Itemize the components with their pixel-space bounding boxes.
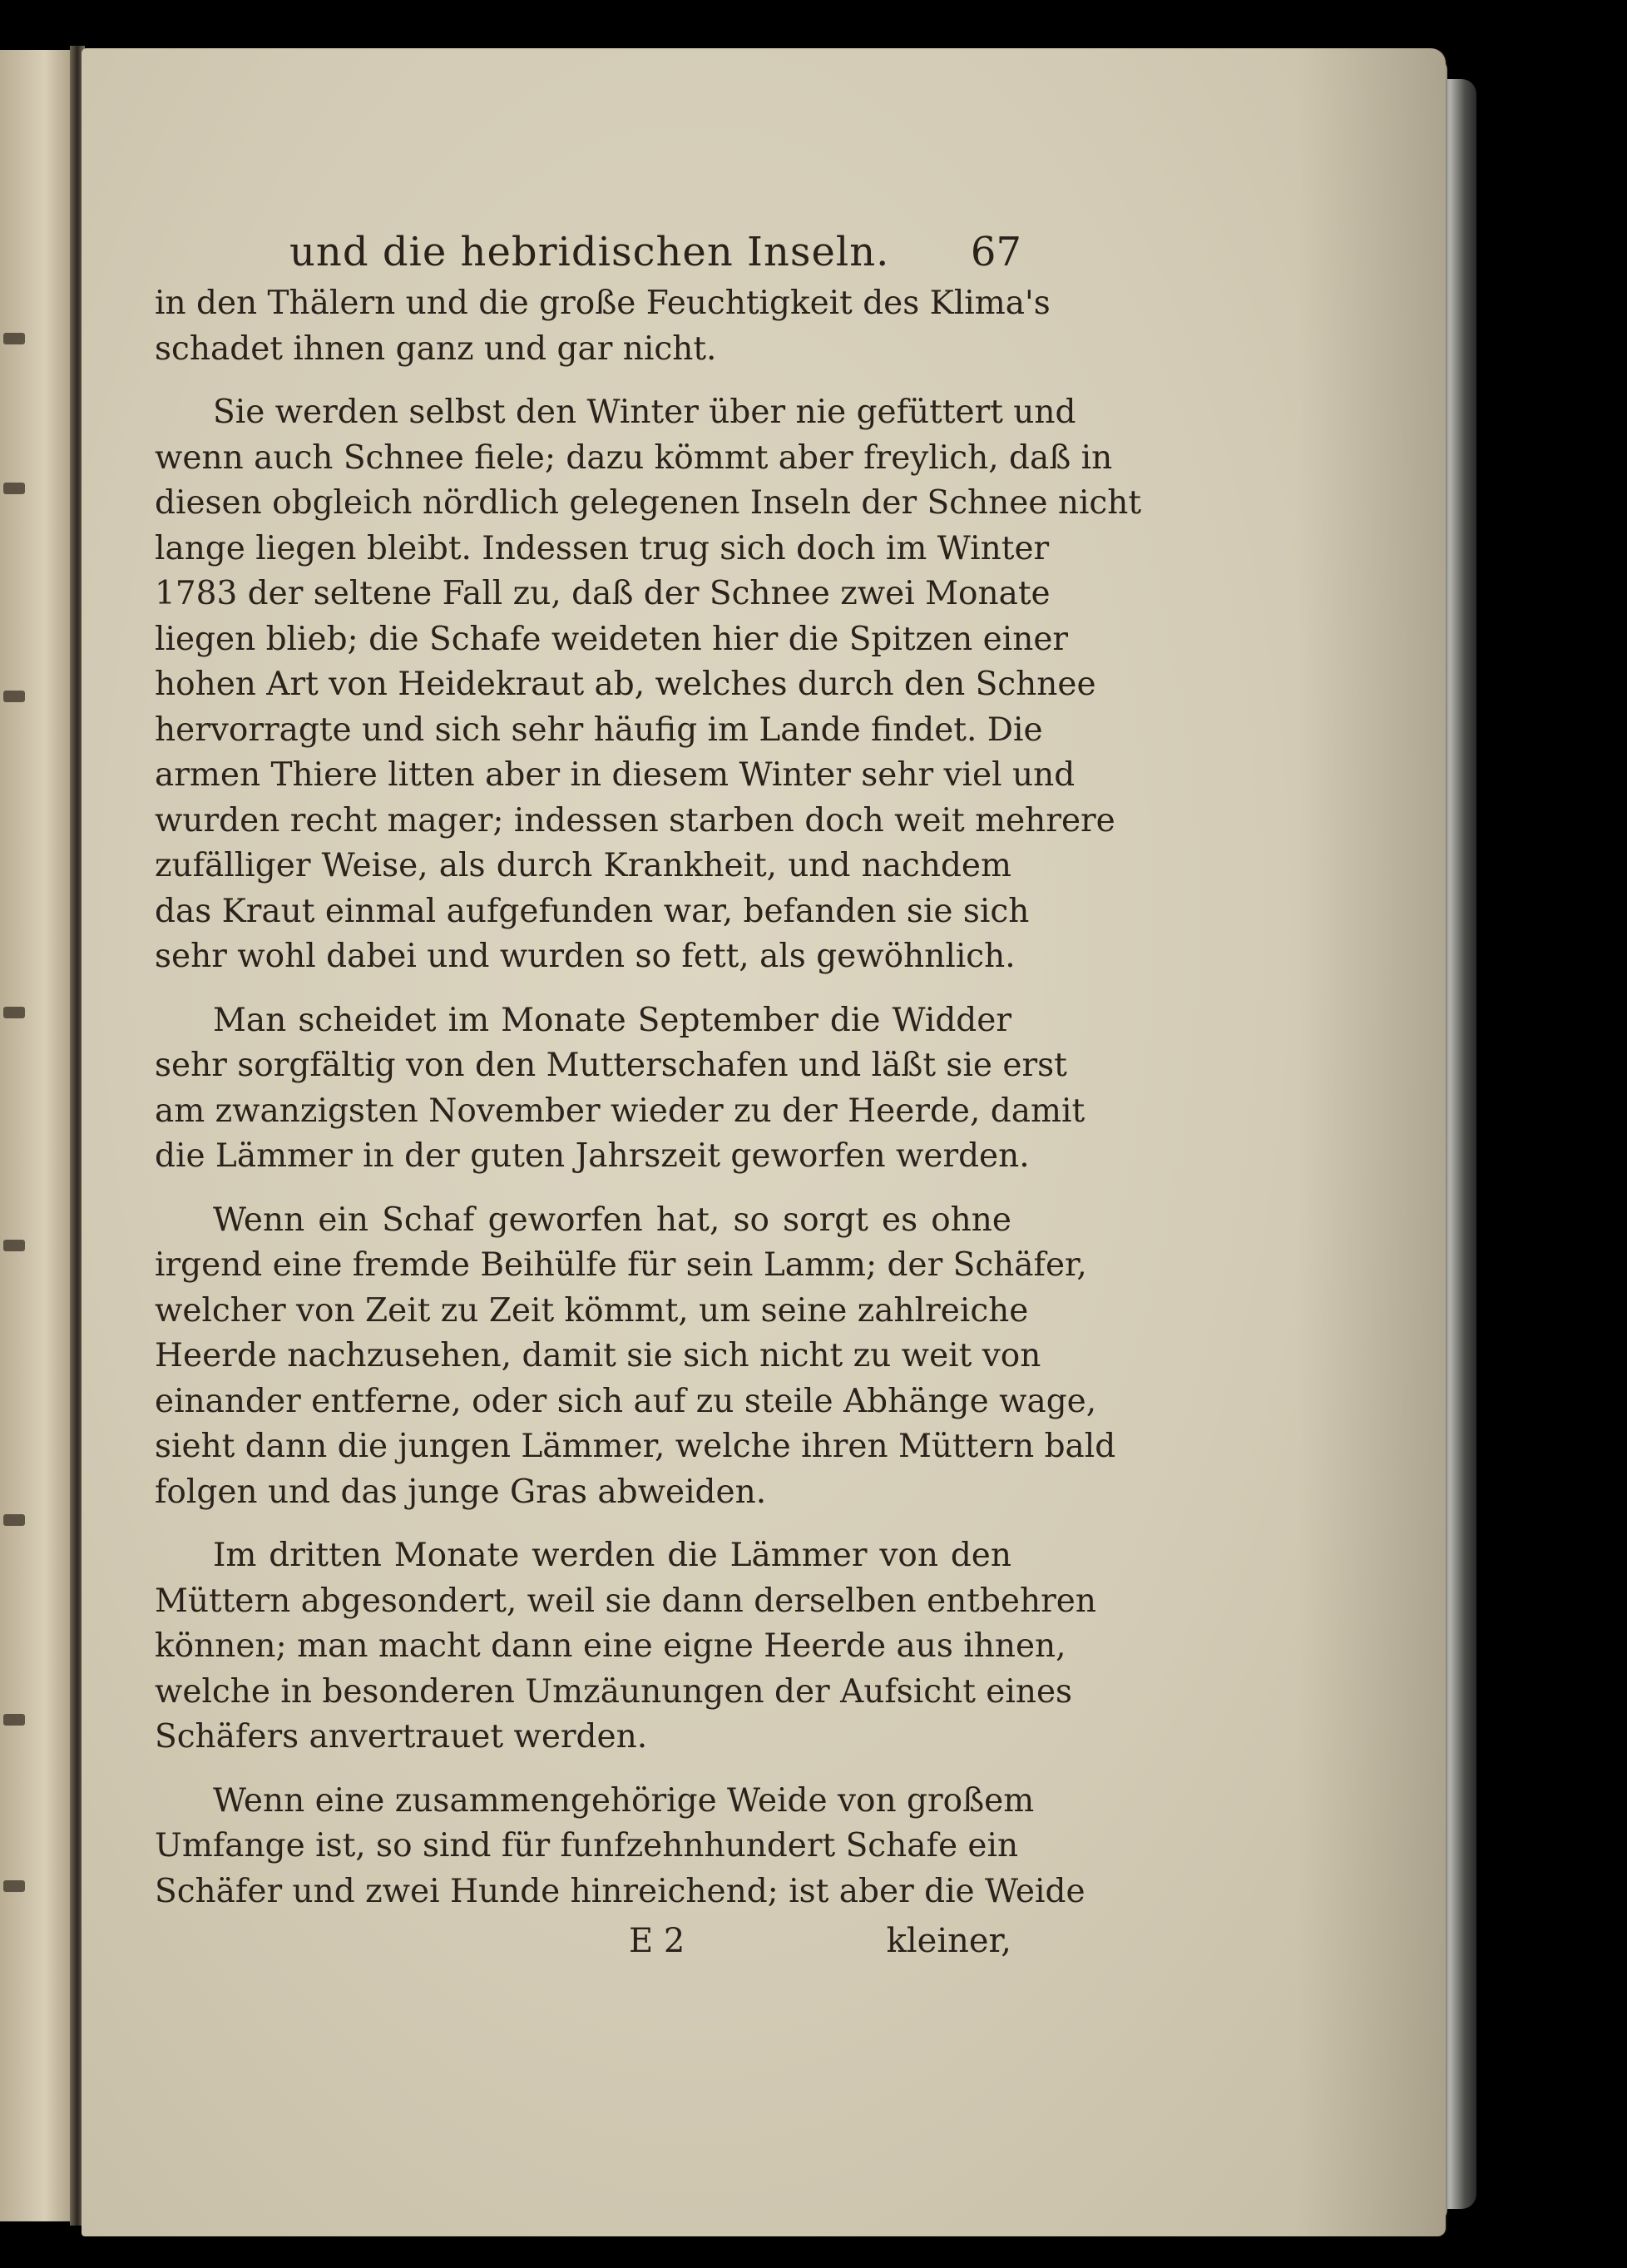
text-line: wurden recht mager; indessen starben doch weit mehrere	[155, 801, 1115, 839]
text-line: hohen Art von Heidekraut ab, welches durch den Schnee	[155, 666, 1096, 703]
text-line: das Kraut einmal aufgefunden war, befanden sie sich	[155, 892, 1030, 930]
text-line: irgend eine fremde Beihülfe für sein Lamm; der Schäfer,	[155, 1246, 1087, 1284]
signature-mark: E 2	[629, 1922, 685, 1960]
text-line: in den Thälern und die große Feuchtigkeit des Klima's	[155, 285, 1051, 322]
text-line: hervorragte und sich sehr häufig im Lande findet. Die	[155, 711, 1043, 749]
text-line: 1783 der seltene Fall zu, daß der Schnee zwei Monate	[155, 575, 1051, 612]
page-header	[155, 223, 1021, 281]
text-line: sehr wohl dabei und wurden so fett, als gewöhnlich.	[155, 938, 1016, 975]
text-line: am zwanzigsten November wieder zu der Heerde, damit	[155, 1092, 1085, 1130]
text-line: sieht dann die jungen Lämmer, welche ihren Müttern bald	[155, 1428, 1116, 1465]
text-line: Im dritten Monate werden die Lämmer von den	[213, 1537, 1011, 1574]
text-line: lange liegen bleibt. Indessen trug sich doch im Winter	[155, 529, 1050, 567]
bleed-mark	[3, 1514, 25, 1526]
text-line: können; man macht dann eine eigne Heerde aus ihnen,	[155, 1627, 1066, 1665]
paragraph	[155, 390, 1142, 980]
text-line: schadet ihnen ganz und gar nicht.	[155, 329, 717, 368]
paragraph	[155, 1198, 1116, 1516]
running-title: und die hebridischen Inseln.	[289, 229, 890, 275]
text-line: Wenn ein Schaf geworfen hat, so sorgt es ohne	[213, 1201, 1011, 1239]
text-line: zufälliger Weise, als durch Krankheit, und nachdem	[155, 847, 1011, 884]
text-line: sehr sorgfältig von den Mutterschafen und läßt sie erst	[155, 1047, 1067, 1084]
text-line: welcher von Zeit zu Zeit kömmt, um seine zahlreiche	[155, 1291, 1029, 1330]
catchword: kleiner,	[886, 1922, 1011, 1960]
text-line: wenn auch Schnee fiele; dazu kömmt aber freylich, daß in	[155, 438, 1113, 477]
text-line: Heerde nachzusehen, damit sie sich nicht zu weit von	[155, 1337, 1041, 1374]
bleed-mark	[3, 1880, 25, 1892]
page-footer	[155, 1916, 1011, 1966]
paragraph	[155, 1779, 1085, 1915]
page-number: 67	[970, 229, 1021, 275]
bleed-mark	[3, 1007, 25, 1018]
text-block	[155, 223, 1142, 1966]
bleed-mark	[3, 333, 25, 344]
text-line: einander entferne, oder sich auf zu steile Abhänge wage,	[155, 1382, 1097, 1420]
text-line: welche in besonderen Umzäunungen der Aufsicht eines	[155, 1672, 1073, 1711]
bleed-mark	[3, 483, 25, 494]
bleed-mark	[3, 1714, 25, 1726]
paragraph	[155, 998, 1085, 1180]
text-line: Schäfer und zwei Hunde hinreichend; ist aber die Weide	[155, 1872, 1085, 1910]
text-line: folgen und das junge Gras abweiden.	[155, 1473, 767, 1511]
text-line: die Lämmer in der guten Jahrszeit geworfen werden.	[155, 1137, 1030, 1175]
bleed-mark	[3, 1240, 25, 1251]
paragraph	[155, 281, 1051, 372]
text-line: Man scheidet im Monate September die Widder	[213, 1001, 1011, 1039]
page-shadow	[1298, 48, 1447, 2236]
text-line: diesen obgleich nördlich gelegenen Inseln der Schnee nicht	[155, 484, 1142, 522]
text-line: Umfange ist, so sind für funfzehnhundert Schafe ein	[155, 1827, 1019, 1864]
paragraph	[155, 1533, 1096, 1760]
facing-page-edge	[0, 50, 75, 2221]
text-line: liegen blieb; die Schafe weideten hier die Spitzen einer	[155, 620, 1069, 658]
bleed-mark	[3, 691, 25, 702]
text-line: Müttern abgesondert, weil sie dann derselben entbehren	[155, 1582, 1096, 1620]
text-line: armen Thiere litten aber in diesem Winter sehr viel und	[155, 756, 1076, 794]
text-line: Schäfers anvertrauet werden.	[155, 1718, 648, 1755]
text-line: Sie werden selbst den Winter über nie gefüttert und	[213, 394, 1076, 431]
text-line: Wenn eine zusammengehörige Weide von großem	[213, 1781, 1035, 1820]
